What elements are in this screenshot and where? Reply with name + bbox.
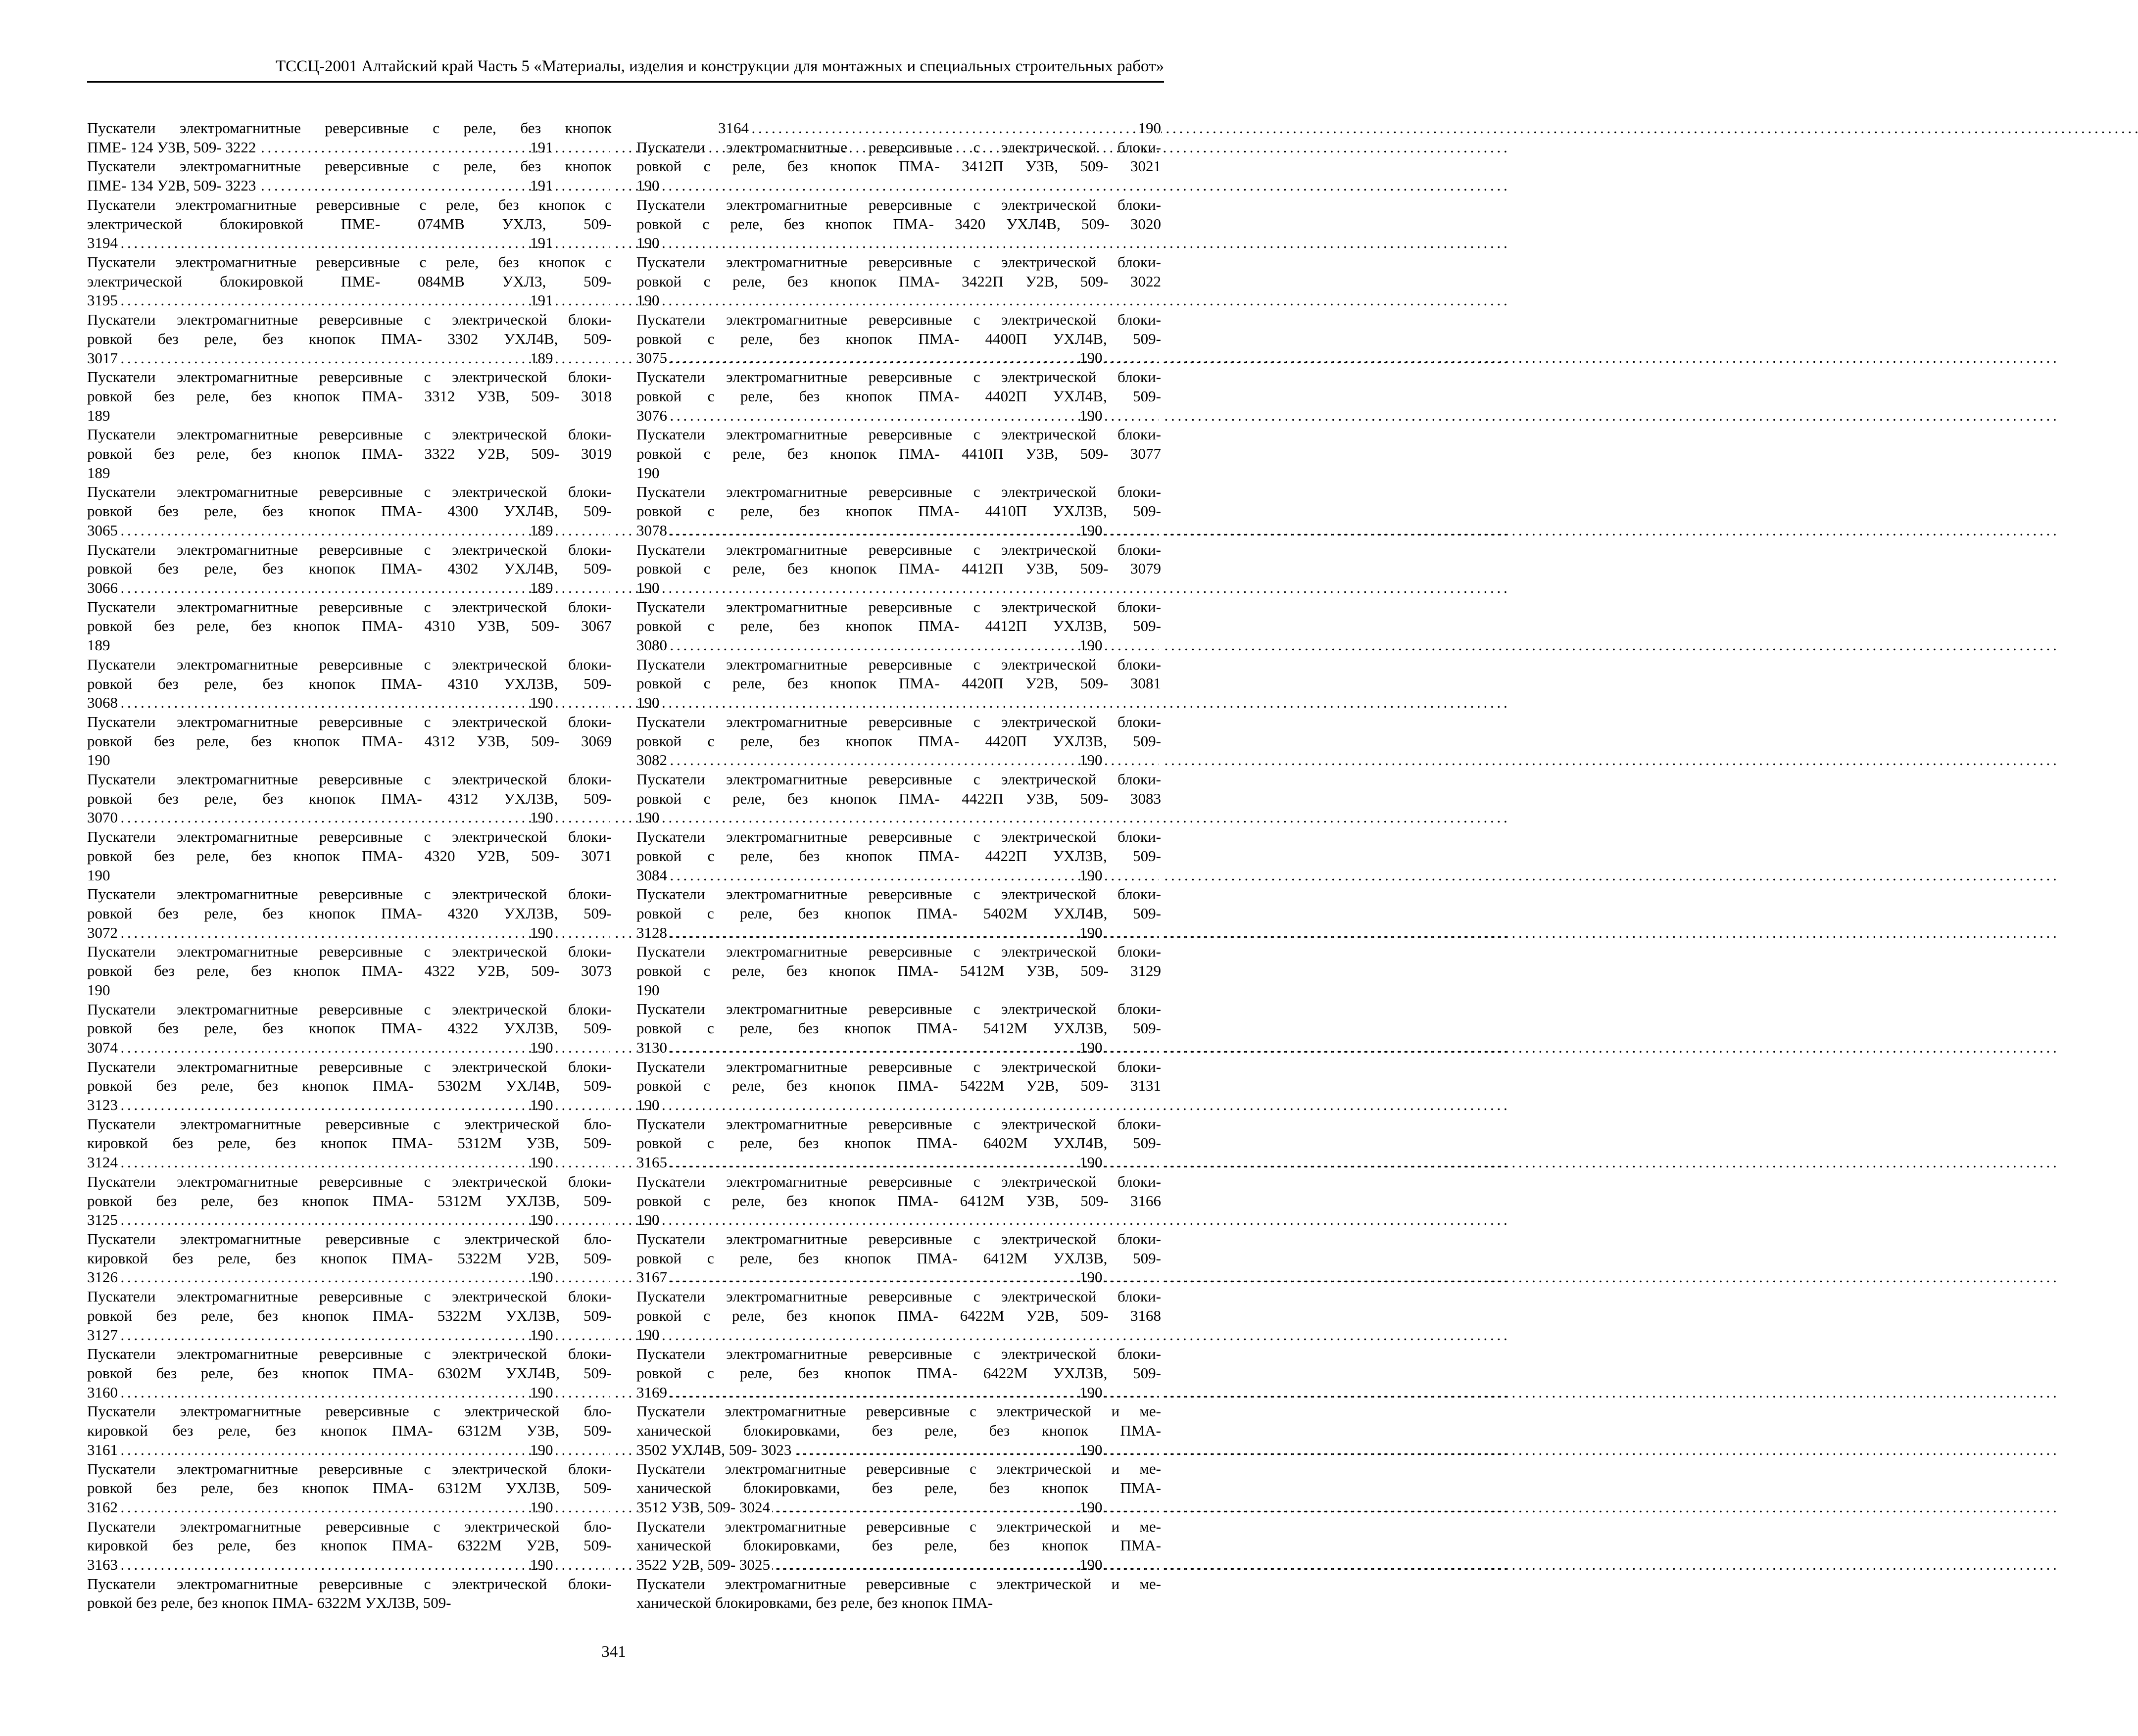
entry-code: 3124 bbox=[87, 1154, 120, 1171]
index-entry bbox=[87, 1460, 612, 1517]
entry-line: 190 bbox=[636, 464, 660, 482]
entry-leader-line bbox=[87, 1268, 612, 1287]
entry-line: Пускатели электромагнитные реверсивные с электрической блоки- bbox=[636, 1058, 1161, 1075]
entry-code: 3017 bbox=[87, 349, 120, 367]
entry-line: ровкой с реле, без кнопок ПМА- 5402М УХЛ4В, 509- bbox=[636, 904, 1161, 922]
entry-line: Пускатели электромагнитные реверсивные с электрической блоки- bbox=[87, 713, 612, 730]
entry-line: 189 bbox=[87, 464, 110, 482]
index-entry bbox=[636, 770, 1161, 827]
entry-line: ровкой с реле, без кнопок ПМА- 4420П У2В, 509- 3081 bbox=[636, 675, 1161, 692]
entry-line: Пускатели электромагнитные реверсивные с электрической бло- bbox=[87, 1517, 612, 1535]
entry-page-ref: 190 bbox=[610, 1498, 612, 1517]
entry-line: ровкой с реле, без кнопок ПМА- 3420 УХЛ4В, 509- 3020 bbox=[636, 215, 1161, 233]
entry-code: 3127 bbox=[87, 1326, 120, 1344]
entry-line: ровкой без реле, без кнопок ПМА- 4302 УХЛ4В, 509- bbox=[87, 560, 612, 578]
entry-page-ref: 190 bbox=[610, 1268, 612, 1287]
index-entry bbox=[636, 1287, 1161, 1345]
entry-line: 189 bbox=[87, 636, 110, 654]
entry-line: ровкой без реле, без кнопок ПМА- 4312 УХЛ3В, 509- bbox=[87, 789, 612, 807]
entry-page-ref: 191 bbox=[610, 291, 612, 310]
entry-leader-line bbox=[87, 1153, 612, 1172]
entry-page-ref: 190 bbox=[1159, 348, 1161, 368]
entry-line: 190 bbox=[636, 809, 660, 826]
entry-leader-line bbox=[636, 1441, 1161, 1460]
entry-line: Пускатели электромагнитные реверсивные с реле, без кнопок bbox=[87, 157, 612, 175]
entry-line: Пускатели электромагнитные реверсивные с электрической блоки- bbox=[87, 483, 612, 501]
index-entry bbox=[636, 1230, 1161, 1287]
entry-line: ровкой с реле, без кнопок ПМА- 6422М У2В, 509- 3168 bbox=[636, 1306, 1161, 1324]
entry-line: Пускатели электромагнитные реверсивные с электрической блоки- bbox=[636, 828, 1161, 846]
entry-line: ровкой без реле, без кнопок ПМА- 4322 УХЛ3В, 509- bbox=[87, 1019, 612, 1037]
entry-line: Пускатели электромагнитные реверсивные с электрической блоки- bbox=[87, 368, 612, 386]
entry-line: 189 bbox=[87, 406, 110, 424]
entry-line: 190 bbox=[636, 234, 660, 252]
entry-line: Пускатели электромагнитные реверсивные с электрической блоки- bbox=[636, 885, 1161, 903]
entry-line: ровкой с реле, без кнопок ПМА- 4412П У3В, 509- 3079 bbox=[636, 560, 1161, 578]
entry-page-ref: 190 bbox=[610, 1210, 612, 1230]
entry-page-ref: 190 bbox=[610, 1555, 612, 1575]
entry-leader-line bbox=[87, 1498, 612, 1517]
index-entry bbox=[87, 885, 612, 942]
index-entry bbox=[636, 1058, 1161, 1115]
entry-leader-line bbox=[87, 234, 612, 253]
index-entry bbox=[87, 1000, 612, 1058]
entry-line: Пускатели электромагнитные реверсивные с электрической блоки- bbox=[87, 540, 612, 558]
index-entry bbox=[636, 1345, 1161, 1402]
entry-leader-line bbox=[87, 923, 612, 943]
entry-line: ханической блокировками, без реле, без кнопок ПМА- bbox=[636, 1479, 1161, 1497]
entry-line: ровкой без реле, без кнопок ПМА- 4312 У3В, 509- 3069 bbox=[87, 732, 612, 750]
entry-line: Пускатели электромагнитные реверсивные с электрической блоки- bbox=[87, 311, 612, 329]
entry-leader-line bbox=[87, 291, 612, 310]
entry-leader-line bbox=[87, 1210, 612, 1230]
entry-page-ref: 189 bbox=[610, 349, 612, 368]
entry-leader-line bbox=[87, 693, 612, 713]
entry-leader-line bbox=[87, 579, 612, 598]
index-entry bbox=[87, 1058, 612, 1115]
entry-leader-line bbox=[87, 1555, 612, 1575]
index-entry bbox=[636, 253, 1161, 310]
entry-line: Пускатели электромагнитные реверсивные с электрической блоки- bbox=[87, 943, 612, 961]
index-entry bbox=[87, 827, 612, 885]
entry-page-ref: 190 bbox=[1159, 521, 1161, 540]
entry-line: Пускатели электромагнитные реверсивные с электрической и ме- bbox=[636, 1460, 1161, 1478]
index-entry bbox=[636, 310, 1161, 368]
entry-line: ровкой без реле, без кнопок ПМА- 4310 УХЛ3В, 509- bbox=[87, 675, 612, 692]
entry-code: 3164 bbox=[718, 119, 751, 137]
entry-line: Пускатели электромагнитные реверсивные с электрической блоки- bbox=[87, 1345, 612, 1363]
entry-line: Пускатели электромагнитные реверсивные с электрической блоки- bbox=[87, 1288, 612, 1305]
entry-line: Пускатели электромагнитные реверсивные с электрической блоки- bbox=[87, 598, 612, 616]
entry-line: кировкой без реле, без кнопок ПМА- 5322М У2В, 509- bbox=[87, 1249, 612, 1267]
entry-page-ref: 190 bbox=[1159, 923, 1161, 943]
entry-code: 3163 bbox=[87, 1556, 120, 1573]
entry-leader-line bbox=[87, 138, 612, 157]
entry-line: ханической блокировками, без реле, без кнопок ПМА- bbox=[636, 1537, 1161, 1554]
entry-code: 3161 bbox=[87, 1441, 120, 1458]
index-entry bbox=[636, 942, 1161, 1000]
entry-page-ref: 190 bbox=[1159, 406, 1161, 426]
entry-line: ровкой без реле, без кнопок ПМА- 3312 У3В, 509- 3018 bbox=[87, 387, 612, 405]
entry-line: 190 bbox=[87, 751, 110, 769]
entry-page-ref: 190 bbox=[1159, 1383, 1161, 1402]
entry-code: 3165 bbox=[636, 1154, 669, 1171]
entry-page-ref: 189 bbox=[610, 521, 612, 540]
index-entry bbox=[87, 540, 612, 598]
index-entry bbox=[87, 1287, 612, 1345]
entry-line: ровкой без реле, без кнопок ПМА- 5322М УХЛ3В, 509- bbox=[87, 1306, 612, 1324]
entry-line: Пускатели электромагнитные реверсивные с электрической бло- bbox=[87, 1230, 612, 1248]
entry-line: ровкой без реле, без кнопок ПМА- 6322М УХЛ3В, 509- bbox=[87, 1594, 451, 1612]
entry-line: ровкой без реле, без кнопок ПМА- 4320 У2В, 509- 3071 bbox=[87, 847, 612, 865]
entry-line: ровкой с реле, без кнопок ПМА- 4420П УХЛ3В, 509- bbox=[636, 732, 1161, 750]
entry-line: кировкой без реле, без кнопок ПМА- 5312М У3В, 509- bbox=[87, 1134, 612, 1152]
entry-line: ровкой без реле, без кнопок ПМА- 6312М УХЛ3В, 509- bbox=[87, 1479, 612, 1497]
entry-code: 3068 bbox=[87, 694, 120, 711]
entry-code: 3160 bbox=[87, 1384, 120, 1401]
index-entry bbox=[636, 827, 1161, 885]
entry-line: ровкой с реле, без кнопок ПМА- 3412П У3В, 509- 3021 bbox=[636, 157, 1161, 175]
entry-leader-line bbox=[718, 119, 1161, 138]
entry-page-ref: 190 bbox=[1136, 119, 1162, 138]
entry-line: Пускатели электромагнитные реверсивные с электрической блоки- bbox=[87, 1575, 612, 1592]
entry-code: ПМЕ- 124 У3В, 509- 3222 bbox=[87, 139, 258, 156]
entry-line: ровкой без реле, без кнопок ПМА- 5302М УХЛ4В, 509- bbox=[87, 1077, 612, 1095]
entry-line: Пускатели электромагнитные реверсивные с электрической блоки- bbox=[636, 713, 1161, 730]
entry-page-ref: 190 bbox=[610, 1441, 612, 1460]
entry-line: ровкой с реле, без кнопок ПМА- 4402П УХЛ4В, 509- bbox=[636, 387, 1161, 405]
entry-line: Пускатели электромагнитные реверсивные с электрической блоки- bbox=[636, 253, 1161, 271]
entry-page-ref: 190 bbox=[1159, 636, 1161, 655]
entry-leader-line bbox=[87, 1326, 612, 1345]
entry-line: кировкой без реле, без кнопок ПМА- 6322М У2В, 509- bbox=[87, 1537, 612, 1554]
entry-leader-line bbox=[636, 1383, 1161, 1402]
entry-leader-line bbox=[636, 866, 1161, 885]
entry-line: кировкой без реле, без кнопок ПМА- 6312М У3В, 509- bbox=[87, 1422, 612, 1440]
entry-line: ровкой без реле, без кнопок ПМА- 4300 УХЛ4В, 509- bbox=[87, 502, 612, 520]
index-entry bbox=[636, 1402, 1161, 1459]
entry-line: ровкой с реле, без кнопок ПМА- 4412П УХЛ3В, 509- bbox=[636, 617, 1161, 635]
entry-line: Пускатели электромагнитные реверсивные с электрической блоки- bbox=[87, 655, 612, 673]
entry-line: Пускатели электромагнитные реверсивные с электрической блоки- bbox=[87, 1058, 612, 1075]
entry-line: ровкой без реле, без кнопок ПМА- 4320 УХЛ3В, 509- bbox=[87, 904, 612, 922]
entry-line: Пускатели электромагнитные реверсивные с реле, без кнопок с bbox=[87, 253, 612, 271]
entry-leader-line bbox=[636, 923, 1161, 943]
entry-leader-line bbox=[636, 348, 1161, 368]
running-header: ТССЦ-2001 Алтайский край Часть 5 «Материалы, изделия и конструкции для монтажных и специальных строительных работ» bbox=[87, 55, 1164, 83]
entry-line: ровкой без реле, без кнопок ПМА- 3302 УХЛ4В, 509- bbox=[87, 330, 612, 347]
entry-page-ref: 191 bbox=[610, 234, 612, 253]
index-entry bbox=[87, 1402, 612, 1459]
index-entry bbox=[87, 119, 612, 157]
entry-page-ref: 190 bbox=[610, 1326, 612, 1345]
entry-line: 190 bbox=[636, 694, 660, 712]
index-entry bbox=[87, 310, 612, 368]
entry-leader-line bbox=[636, 1555, 1161, 1575]
entry-line: ровкой без реле, без кнопок ПМА- 4322 У2В, 509- 3073 bbox=[87, 962, 612, 980]
entry-line: ровкой с реле, без кнопок ПМА- 5412М УХЛ3В, 509- bbox=[636, 1019, 1161, 1037]
entry-line: Пускатели электромагнитные реверсивные с электрической и ме- bbox=[636, 1517, 1161, 1535]
index-entry bbox=[636, 1172, 1161, 1230]
entry-leader-line bbox=[87, 349, 612, 368]
index-entry bbox=[636, 885, 1161, 942]
entry-code: 3128 bbox=[636, 924, 669, 941]
entry-line: Пускатели электромагнитные реверсивные с электрической блоки- bbox=[87, 1172, 612, 1190]
entry-line: ровкой без реле, без кнопок ПМА- 5312М УХЛ3В, 509- bbox=[87, 1192, 612, 1209]
index-entry bbox=[87, 1517, 612, 1575]
index-entry bbox=[636, 540, 1161, 598]
entry-line: ханической блокировками, без реле, без кнопок ПМА- bbox=[636, 1422, 1161, 1439]
entry-code: 3123 bbox=[87, 1096, 120, 1113]
entry-line: Пускатели электромагнитные реверсивные с электрической блоки- bbox=[636, 1000, 1161, 1018]
entry-page-ref: 190 bbox=[610, 923, 612, 943]
index-entry bbox=[87, 368, 612, 425]
index-entry bbox=[87, 425, 612, 482]
entry-line: Пускатели электромагнитные реверсивные с электрической блоки- bbox=[636, 1288, 1161, 1305]
index-entry bbox=[87, 482, 612, 540]
entry-line: Пускатели электромагнитные реверсивные с электрической блоки- bbox=[636, 655, 1161, 673]
entry-line: Пускатели электромагнитные реверсивные с электрической блоки- bbox=[636, 1230, 1161, 1248]
entry-code: 3075 bbox=[636, 349, 669, 366]
index-entry bbox=[87, 770, 612, 827]
entry-leader-line bbox=[87, 1441, 612, 1460]
entry-line: Пускатели электромагнитные реверсивные с электрической блоки- bbox=[87, 771, 612, 788]
entry-line: ханической блокировками, без реле, без кнопок ПМА- bbox=[636, 1594, 993, 1612]
entry-page-ref: 190 bbox=[610, 808, 612, 827]
entry-leader-line bbox=[636, 1038, 1161, 1058]
entry-line: электрической блокировкой ПМЕ- 084МВ УХЛ3, 509- bbox=[87, 272, 612, 290]
entry-code: 3167 bbox=[636, 1268, 669, 1286]
entry-code: 3126 bbox=[87, 1268, 120, 1286]
entry-line: Пускатели электромагнитные реверсивные с электрической блоки- bbox=[636, 426, 1161, 443]
entry-leader-line bbox=[87, 176, 612, 195]
entry-page-ref: 190 bbox=[1159, 1268, 1161, 1287]
index-entry bbox=[636, 368, 1161, 425]
entry-leader-line bbox=[636, 1498, 1161, 1517]
entry-line: Пускатели электромагнитные реверсивные с электрической блоки- bbox=[87, 426, 612, 443]
entry-page-ref: 190 bbox=[1159, 1441, 1161, 1460]
index-entry bbox=[636, 1575, 1161, 1613]
entry-code: 3078 bbox=[636, 522, 669, 539]
index-entry bbox=[87, 195, 612, 253]
entry-line: ровкой без реле, без кнопок ПМА- 6302М УХЛ4В, 509- bbox=[87, 1364, 612, 1382]
index-entry bbox=[636, 1459, 1161, 1517]
entry-line: ровкой с реле, без кнопок ПМА- 6412М У3В, 509- 3166 bbox=[636, 1192, 1161, 1209]
entry-line: Пускатели электромагнитные реверсивные с электрической блоки- bbox=[636, 1172, 1161, 1190]
entry-line: Пускатели электромагнитные реверсивные с электрической блоки- bbox=[636, 1115, 1161, 1133]
entry-line: ровкой без реле, без кнопок ПМА- 4310 У3В, 509- 3067 bbox=[87, 617, 612, 635]
entry-code: 3070 bbox=[87, 809, 120, 826]
entry-leader-line bbox=[87, 1383, 612, 1402]
entry-line: 190 bbox=[636, 177, 660, 194]
entry-code: 3125 bbox=[87, 1211, 120, 1228]
entry-page-ref: 190 bbox=[1159, 1038, 1161, 1058]
entry-line: 190 bbox=[636, 291, 660, 309]
entry-code: 3066 bbox=[87, 579, 120, 596]
entry-line: Пускатели электромагнитные реверсивные с электрической и ме- bbox=[636, 1575, 1161, 1592]
index-column-right bbox=[636, 119, 1161, 1613]
entry-line: 190 bbox=[636, 1326, 660, 1344]
index-entry bbox=[636, 1517, 1161, 1575]
entry-leader-line bbox=[636, 751, 1161, 770]
index-entry bbox=[636, 119, 1161, 138]
index-entry bbox=[636, 713, 1161, 770]
entry-line: Пускатели электромагнитные реверсивные с электрической блоки- bbox=[87, 1000, 612, 1018]
index-entry bbox=[636, 1000, 1161, 1057]
entry-leader-line bbox=[87, 1096, 612, 1115]
entry-leader-line bbox=[636, 1268, 1161, 1287]
entry-line: электрической блокировкой ПМЕ- 074МВ УХЛ3, 509- bbox=[87, 215, 612, 233]
entry-line: 190 bbox=[636, 1211, 660, 1229]
entry-line: ровкой с реле, без кнопок ПМА- 6422М УХЛ3В, 509- bbox=[636, 1364, 1161, 1382]
entry-line: Пускатели электромагнитные реверсивные с электрической блоки- bbox=[636, 138, 1161, 156]
entry-line: Пускатели электромагнитные реверсивные с электрической блоки- bbox=[636, 311, 1161, 329]
entry-page-ref: 189 bbox=[610, 579, 612, 598]
index-entry bbox=[87, 157, 612, 195]
entry-line: Пускатели электромагнитные реверсивные с электрической блоки- bbox=[636, 771, 1161, 788]
entry-line: Пускатели электромагнитные реверсивные с электрической блоки- bbox=[636, 483, 1161, 501]
entry-leader-line bbox=[87, 808, 612, 827]
entry-page-ref: 191 bbox=[610, 176, 612, 195]
entry-page-ref: 190 bbox=[1159, 1555, 1161, 1575]
index-entry bbox=[87, 1575, 612, 1613]
index-entry bbox=[87, 1115, 612, 1172]
entry-leader-line bbox=[636, 636, 1161, 655]
entry-code: 3065 bbox=[87, 522, 120, 539]
entry-code: 3194 bbox=[87, 234, 120, 251]
entry-line: ровкой с реле, без кнопок ПМА- 6412М УХЛ3В, 509- bbox=[636, 1249, 1161, 1267]
index-entry bbox=[636, 598, 1161, 655]
entry-line: Пускатели электромагнитные реверсивные с электрической блоки- bbox=[636, 368, 1161, 386]
index-entry bbox=[636, 482, 1161, 540]
entry-code: 3084 bbox=[636, 867, 669, 884]
entry-line: 190 bbox=[87, 981, 110, 999]
entry-leader-line bbox=[636, 406, 1161, 426]
entry-line: ровкой с реле, без кнопок ПМА- 4410П УХЛ3В, 509- bbox=[636, 502, 1161, 520]
entry-line: ровкой с реле, без кнопок ПМА- 3422П У2В, 509- 3022 bbox=[636, 272, 1161, 290]
entry-line: Пускатели электромагнитные реверсивные с электрической блоки- bbox=[636, 540, 1161, 558]
entry-line: Пускатели электромагнитные реверсивные с электрической блоки- bbox=[636, 195, 1161, 213]
entry-line: Пускатели электромагнитные реверсивные с электрической блоки- bbox=[87, 828, 612, 846]
index-entry bbox=[636, 195, 1161, 253]
entry-page-ref: 190 bbox=[610, 1153, 612, 1172]
entry-line: ровкой с реле, без кнопок ПМА- 4400П УХЛ4В, 509- bbox=[636, 330, 1161, 347]
entry-code: 3072 bbox=[87, 924, 120, 941]
index-entry bbox=[636, 1115, 1161, 1172]
entry-line: ровкой с реле, без кнопок ПМА- 4410П У3В, 509- 3077 bbox=[636, 445, 1161, 462]
entry-line: Пускатели электромагнитные реверсивные с электрической бло- bbox=[87, 1115, 612, 1133]
entry-line: Пускатели электромагнитные реверсивные с электрической бло- bbox=[87, 1402, 612, 1420]
entry-leader-line bbox=[87, 1038, 612, 1058]
entry-line: Пускатели электромагнитные реверсивные с электрической блоки- bbox=[636, 1345, 1161, 1363]
entry-line: 190 bbox=[636, 1096, 660, 1113]
entry-page-ref: 190 bbox=[1159, 751, 1161, 770]
entry-page-ref: 191 bbox=[610, 138, 612, 157]
index-entry bbox=[87, 713, 612, 770]
entry-code: 3162 bbox=[87, 1498, 120, 1516]
entry-page-ref: 190 bbox=[610, 1383, 612, 1402]
index-column-left bbox=[87, 119, 612, 1613]
entry-line: ровкой с реле, без кнопок ПМА- 4422П У3В, 509- 3083 bbox=[636, 789, 1161, 807]
entry-line: ровкой с реле, без кнопок ПМА- 6402М УХЛ4В, 509- bbox=[636, 1134, 1161, 1152]
entry-code: 3074 bbox=[87, 1039, 120, 1056]
entry-leader-line bbox=[87, 521, 612, 540]
entry-line: 190 bbox=[636, 579, 660, 596]
entry-code: 3076 bbox=[636, 407, 669, 424]
index-entry bbox=[87, 1230, 612, 1287]
entry-line: ровкой с реле, без кнопок ПМА- 4422П УХЛ3В, 509- bbox=[636, 847, 1161, 865]
page-number: 341 bbox=[601, 1643, 626, 1661]
index-entry bbox=[636, 655, 1161, 713]
index-entry bbox=[87, 655, 612, 713]
index-entry bbox=[87, 1345, 612, 1402]
entry-page-ref: 190 bbox=[1159, 866, 1161, 885]
entry-line: Пускатели электромагнитные реверсивные с электрической блоки- bbox=[87, 1460, 612, 1478]
entry-page-ref: 190 bbox=[610, 1096, 612, 1115]
entry-line: Пускатели электромагнитные реверсивные с реле, без кнопок с bbox=[87, 195, 612, 213]
entry-code: 3169 bbox=[636, 1384, 669, 1401]
index-entry bbox=[87, 1172, 612, 1230]
entry-line: Пускатели электромагнитные реверсивные с электрической блоки- bbox=[636, 598, 1161, 616]
entry-line: ровкой без реле, без кнопок ПМА- 3322 У2В, 509- 3019 bbox=[87, 445, 612, 463]
entry-code: 3130 bbox=[636, 1039, 669, 1056]
entry-page-ref: 190 bbox=[610, 693, 612, 713]
index-entry bbox=[87, 942, 612, 1000]
entry-code: 3502 УХЛ4В, 509- 3023 bbox=[636, 1441, 793, 1458]
index-entry bbox=[87, 598, 612, 655]
entry-code: 3195 bbox=[87, 291, 120, 309]
entry-code: ПМЕ- 134 У2В, 509- 3223 bbox=[87, 177, 258, 194]
entry-page-ref: 190 bbox=[1159, 1153, 1161, 1172]
entry-line: Пускатели электромагнитные реверсивные с электрической блоки- bbox=[636, 943, 1161, 961]
entry-code: 3512 У3В, 509- 3024 bbox=[636, 1498, 772, 1516]
index-entry bbox=[636, 138, 1161, 195]
entry-line: ровкой с реле, без кнопок ПМА- 5412М У3В, 509- 3129 bbox=[636, 962, 1161, 980]
entry-line: ровкой с реле, без кнопок ПМА- 5422М У2В, 509- 3131 bbox=[636, 1077, 1161, 1095]
entry-leader-line bbox=[636, 1153, 1161, 1172]
entry-line: Пускатели электромагнитные реверсивные с электрической и ме- bbox=[636, 1402, 1161, 1420]
entry-line: 190 bbox=[636, 981, 660, 999]
entry-line: Пускатели электромагнитные реверсивные с электрической блоки- bbox=[87, 885, 612, 903]
entry-code: 3080 bbox=[636, 636, 669, 654]
entry-leader-line bbox=[636, 521, 1161, 540]
index-entry bbox=[636, 425, 1161, 482]
entry-line: 190 bbox=[87, 866, 110, 884]
index-entry bbox=[87, 253, 612, 310]
entry-code: 3082 bbox=[636, 751, 669, 769]
entry-page-ref: 190 bbox=[1159, 1498, 1161, 1517]
entry-code: 3522 У2В, 509- 3025 bbox=[636, 1556, 772, 1573]
entry-line: Пускатели электромагнитные реверсивные с реле, без кнопок bbox=[87, 119, 612, 137]
entry-page-ref: 190 bbox=[610, 1038, 612, 1058]
